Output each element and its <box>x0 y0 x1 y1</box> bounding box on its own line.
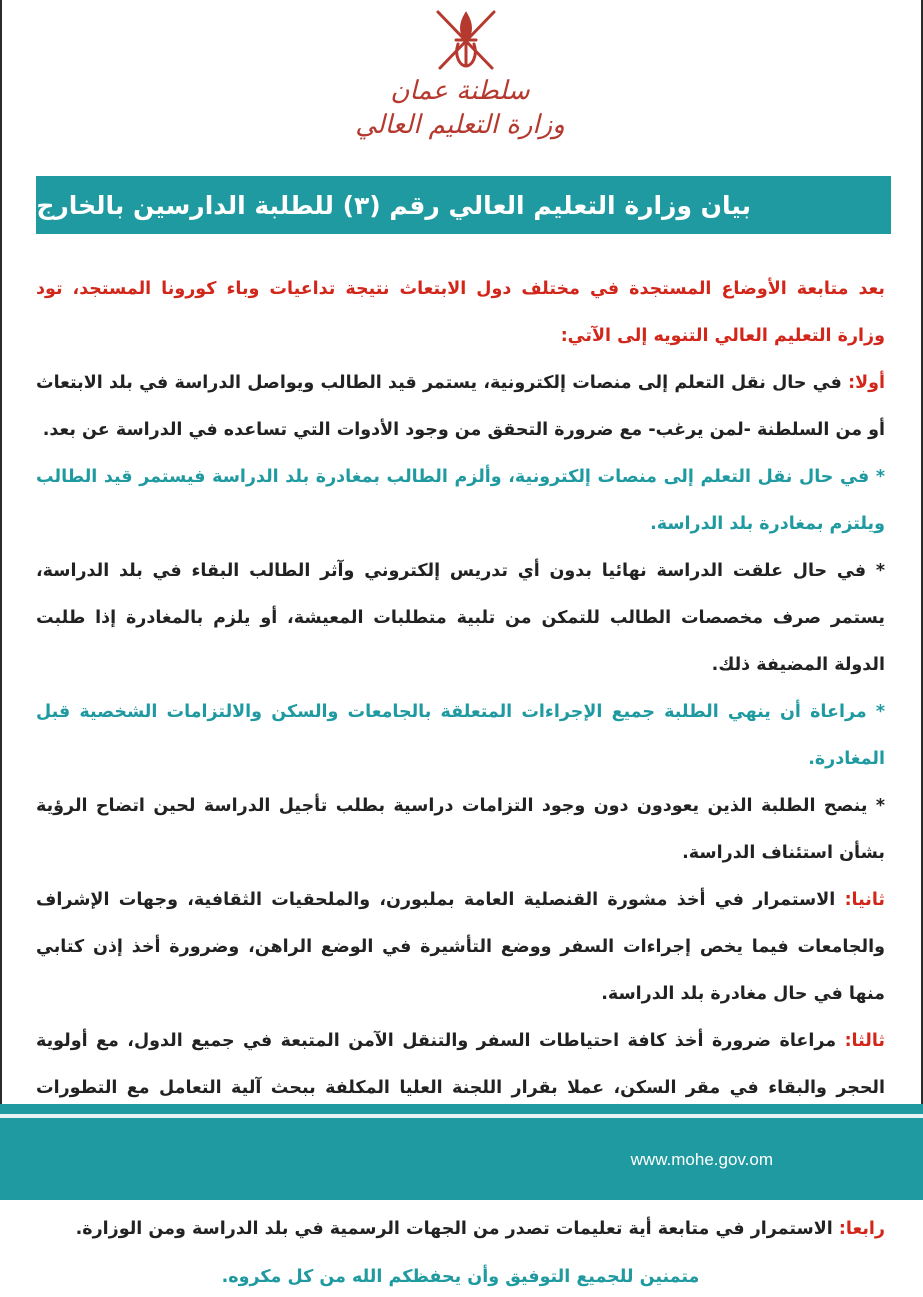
third-text: مراعاة ضرورة أخذ كافة احتياطات السفر والتنقل الآمن المتبعة في جميع الدول، مع أولوية الحجر والبقاء في مقر السكن، عملا بقرار اللجنة العليا المكلفة ببحث آلية التعامل مع التطورات <box>36 1031 885 1098</box>
second-point <box>36 877 885 1018</box>
footer-stripe-top <box>0 1104 923 1114</box>
bullet-defer-study: * ينصح الطلبة الذين يعودون دون وجود التزامات دراسية بطلب تأجيل الدراسة لحين اتضاح الرؤية بشأن استئناف الدراسة. <box>36 796 885 863</box>
fourth-point <box>36 1206 885 1253</box>
second-text: الاستمرار في أخذ مشورة القنصلية العامة بملبورن، والملحقيات الثقافية، وجهات الإشراف والجامعات فيما يخص إجراءات السفر ووضع التأشيرة في الوضع الراهن، وضرورة أخذ إذن كتابي منها في حال مغادرة بلد الدراسة. <box>36 890 885 1004</box>
first-text: في حال نقل التعلم إلى منصات إلكترونية، يستمر قيد الطالب ويواصل الدراسة في بلد الابتعاث أو من السلطنة -لمن يرغب- مع ضرورة التحقق من وجود الأدوات التي تساعده في الدراسة عن بعد. <box>36 373 885 440</box>
footer-bar <box>0 1118 923 1200</box>
intro-paragraph: بعد متابعة الأوضاع المستجدة في مختلف دول الابتعاث نتيجة تداعيات وباء كورونا المستجد، تود وزارة التعليم العالي التنويه إلى الآتي: <box>36 279 885 346</box>
fourth-label: رابعا: <box>838 1219 885 1239</box>
statement-title: بيان وزارة التعليم العالي رقم (٣) للطلبة الدارسين بالخارج <box>36 190 751 220</box>
logo-ministry-name: وزارة التعليم العالي <box>355 110 565 140</box>
bullet-suspended-study: * في حال علقت الدراسة نهائيا بدون أي تدريس إلكتروني وآثر الطالب البقاء في بلد الدراسة، يستمر صرف مخصصات الطالب للتمكن من تلبية متطلبات المعيشة، أو يلزم بالمغادرة إذا طلبت الدولة المضيفة ذلك. <box>36 561 885 675</box>
first-label: أولا: <box>848 373 885 393</box>
second-label: ثانيا: <box>844 890 885 910</box>
bullet-complete-procedures: * مراعاة أن ينهي الطلبة جميع الإجراءات المتعلقة بالجامعات والسكن والالتزامات الشخصية قبل المغادرة. <box>36 702 885 769</box>
left-border <box>0 0 2 1200</box>
website-url: www.mohe.gov.om <box>630 1150 773 1169</box>
closing-line: متمنين للجميع التوفيق وأن يحفظكم الله من كل مكروه. <box>221 1267 700 1287</box>
first-point <box>36 360 885 454</box>
oman-khanjar-emblem-icon <box>426 4 506 74</box>
third-label: ثالثا: <box>844 1031 885 1051</box>
logo-sultanate-oman: سلطنة عمان <box>390 76 530 106</box>
fourth-text: الاستمرار في متابعة أية تعليمات تصدر من الجهات الرسمية في بلد الدراسة ومن الوزارة. <box>75 1219 839 1239</box>
title-banner <box>36 176 891 234</box>
bullet-move-online-leave: * في حال نقل التعلم إلى منصات إلكترونية، وألزم الطالب بمغادرة بلد الدراسة فيستمر قيد الطالب ويلتزم بمغادرة بلد الدراسة. <box>36 467 885 534</box>
